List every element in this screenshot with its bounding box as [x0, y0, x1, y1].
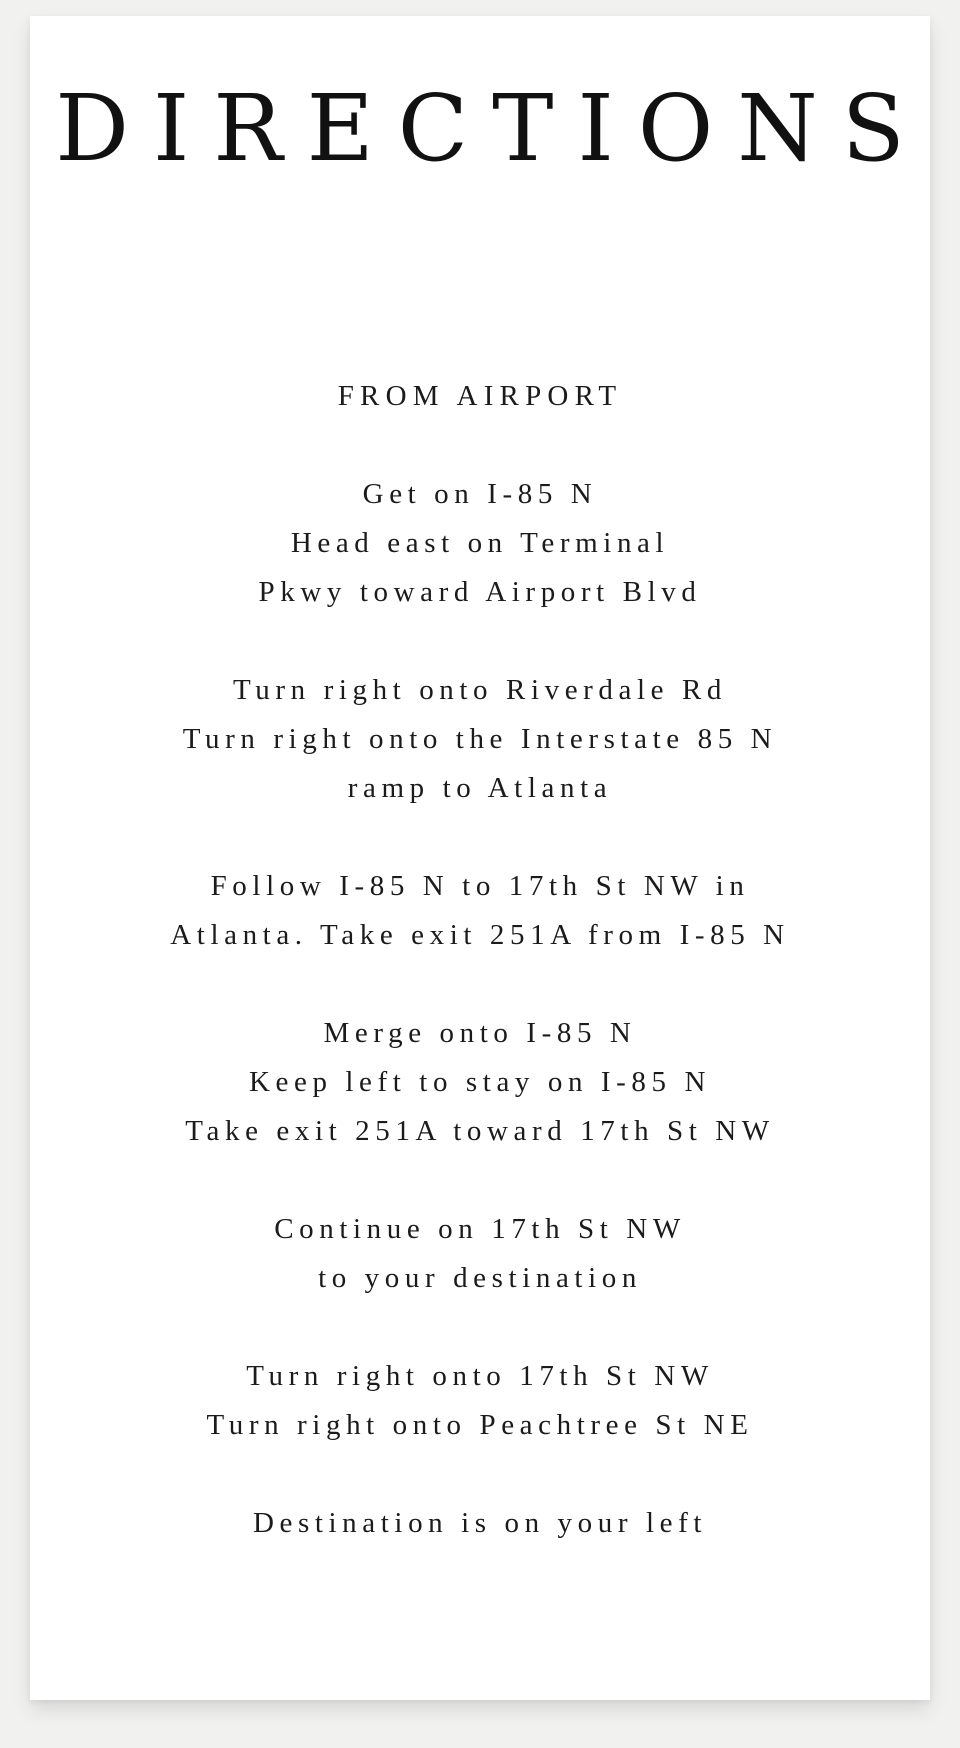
direction-line: Turn right onto Peachtree St NE [206, 1409, 754, 1441]
direction-line: Head east on Terminal [290, 527, 670, 559]
page-title: DIRECTIONS [55, 75, 929, 182]
directions-content [30, 372, 930, 1597]
directions-card [30, 16, 930, 1700]
direction-step [30, 1352, 930, 1450]
direction-line: Take exit 251A toward 17th St NW [185, 1115, 775, 1147]
direction-line: Destination is on your left [252, 1507, 708, 1539]
direction-line: ramp to Atlanta [347, 772, 613, 804]
direction-line: Turn right onto 17th St NW [246, 1360, 714, 1392]
direction-line: Turn right onto Riverdale Rd [232, 674, 728, 706]
direction-line: Merge onto I-85 N [323, 1017, 637, 1049]
direction-step [30, 1009, 930, 1156]
direction-step [30, 666, 930, 813]
direction-line: Pkwy toward Airport Blvd [258, 576, 702, 608]
direction-line: Get on I-85 N [362, 478, 598, 510]
direction-step [30, 862, 930, 960]
direction-line: Keep left to stay on I-85 N [248, 1066, 712, 1098]
direction-line: Follow I-85 N to 17th St NW in [210, 870, 750, 902]
direction-step [30, 470, 930, 617]
direction-line: to your destination [318, 1262, 642, 1294]
section-heading: FROM AIRPORT [337, 380, 623, 412]
direction-line: Turn right onto the Interstate 85 N [182, 723, 778, 755]
direction-step [30, 1205, 930, 1303]
direction-line: Continue on 17th St NW [274, 1213, 686, 1245]
direction-step [30, 1499, 930, 1548]
direction-line: Atlanta. Take exit 251A from I-85 N [170, 919, 790, 951]
